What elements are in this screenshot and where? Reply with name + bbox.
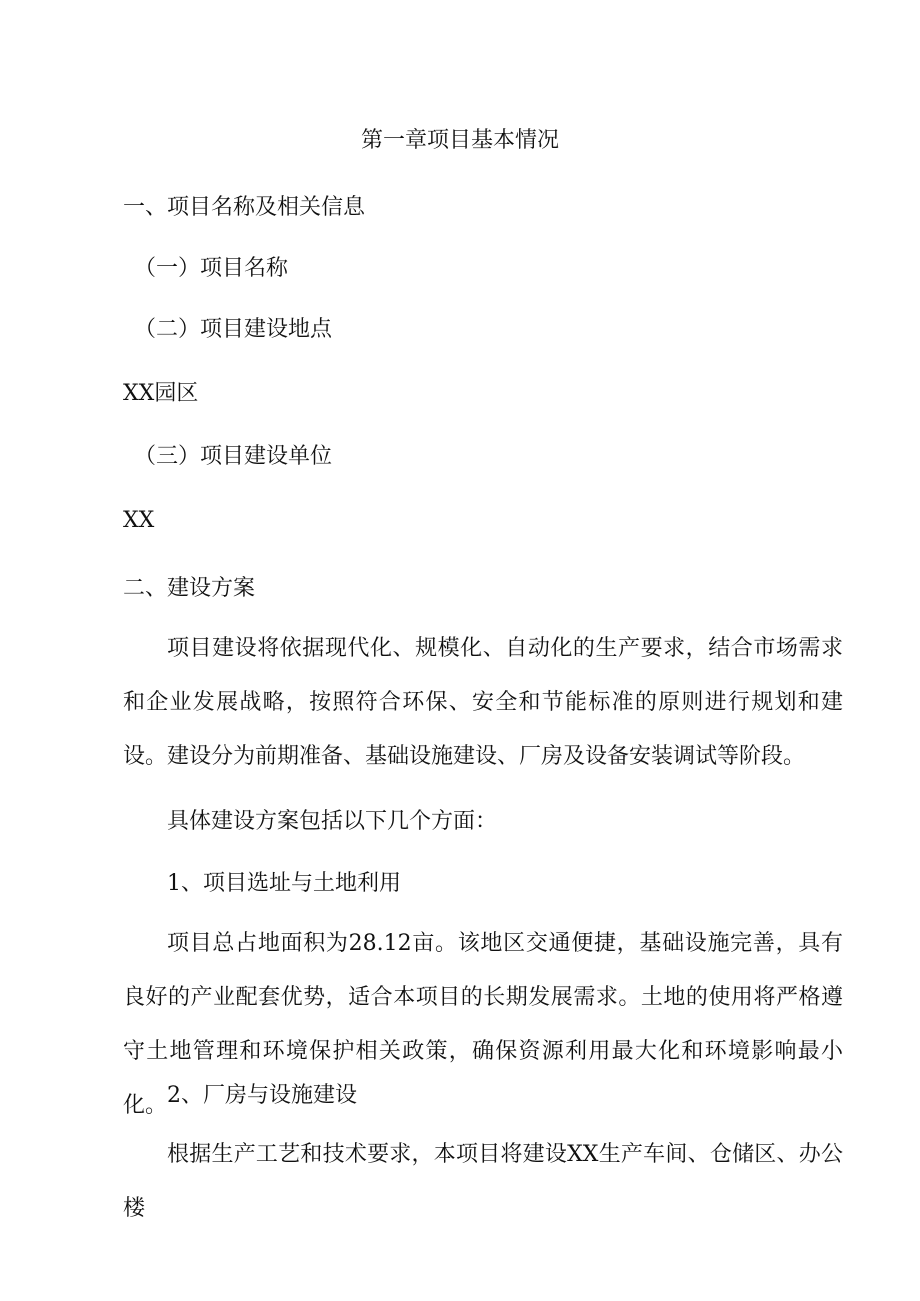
body-paragraph-intro: 具体建设方案包括以下几个方面： [167,809,498,834]
section-heading-2: 二、建设方案 [123,576,256,601]
chapter-title: 第一章项目基本情况 [360,128,559,153]
subsection-heading-3: （三）项目建设单位 [134,444,333,469]
body-paragraph: 根据生产工艺和技术要求，本项目将建设XX生产车间、仓储区、办公楼 [123,1142,843,1221]
item-heading-2: 2、厂房与设施建设 [167,1083,357,1108]
subsection-heading-1: （一）项目名称 [134,256,289,281]
builder-value: XX [123,508,155,533]
body-paragraph: 项目建设将依据现代化、规模化、自动化的生产要求，结合市场需求和企业发展战略，按照符合环保、安全和节能标准的原则进行规划和建设。建设分为前期准备、基础设施建设、厂房及设备安装调试等阶段。 [123,636,843,769]
subsection-heading-2: （二）项目建设地点 [134,317,333,342]
section-heading-1: 一、项目名称及相关信息 [123,195,366,220]
item-heading-1: 1、项目选址与土地利用 [167,871,401,896]
body-paragraph: 项目总占地面积为28.12亩。该地区交通便捷，基础设施完善，具有良好的产业配套优势，适合本项目的长期发展需求。土地的使用将严格遵守土地管理和环境保护相关政策，确保资源利用最大化和环境影响最小化。 [123,931,843,1118]
location-value: XX园区 [123,381,199,406]
